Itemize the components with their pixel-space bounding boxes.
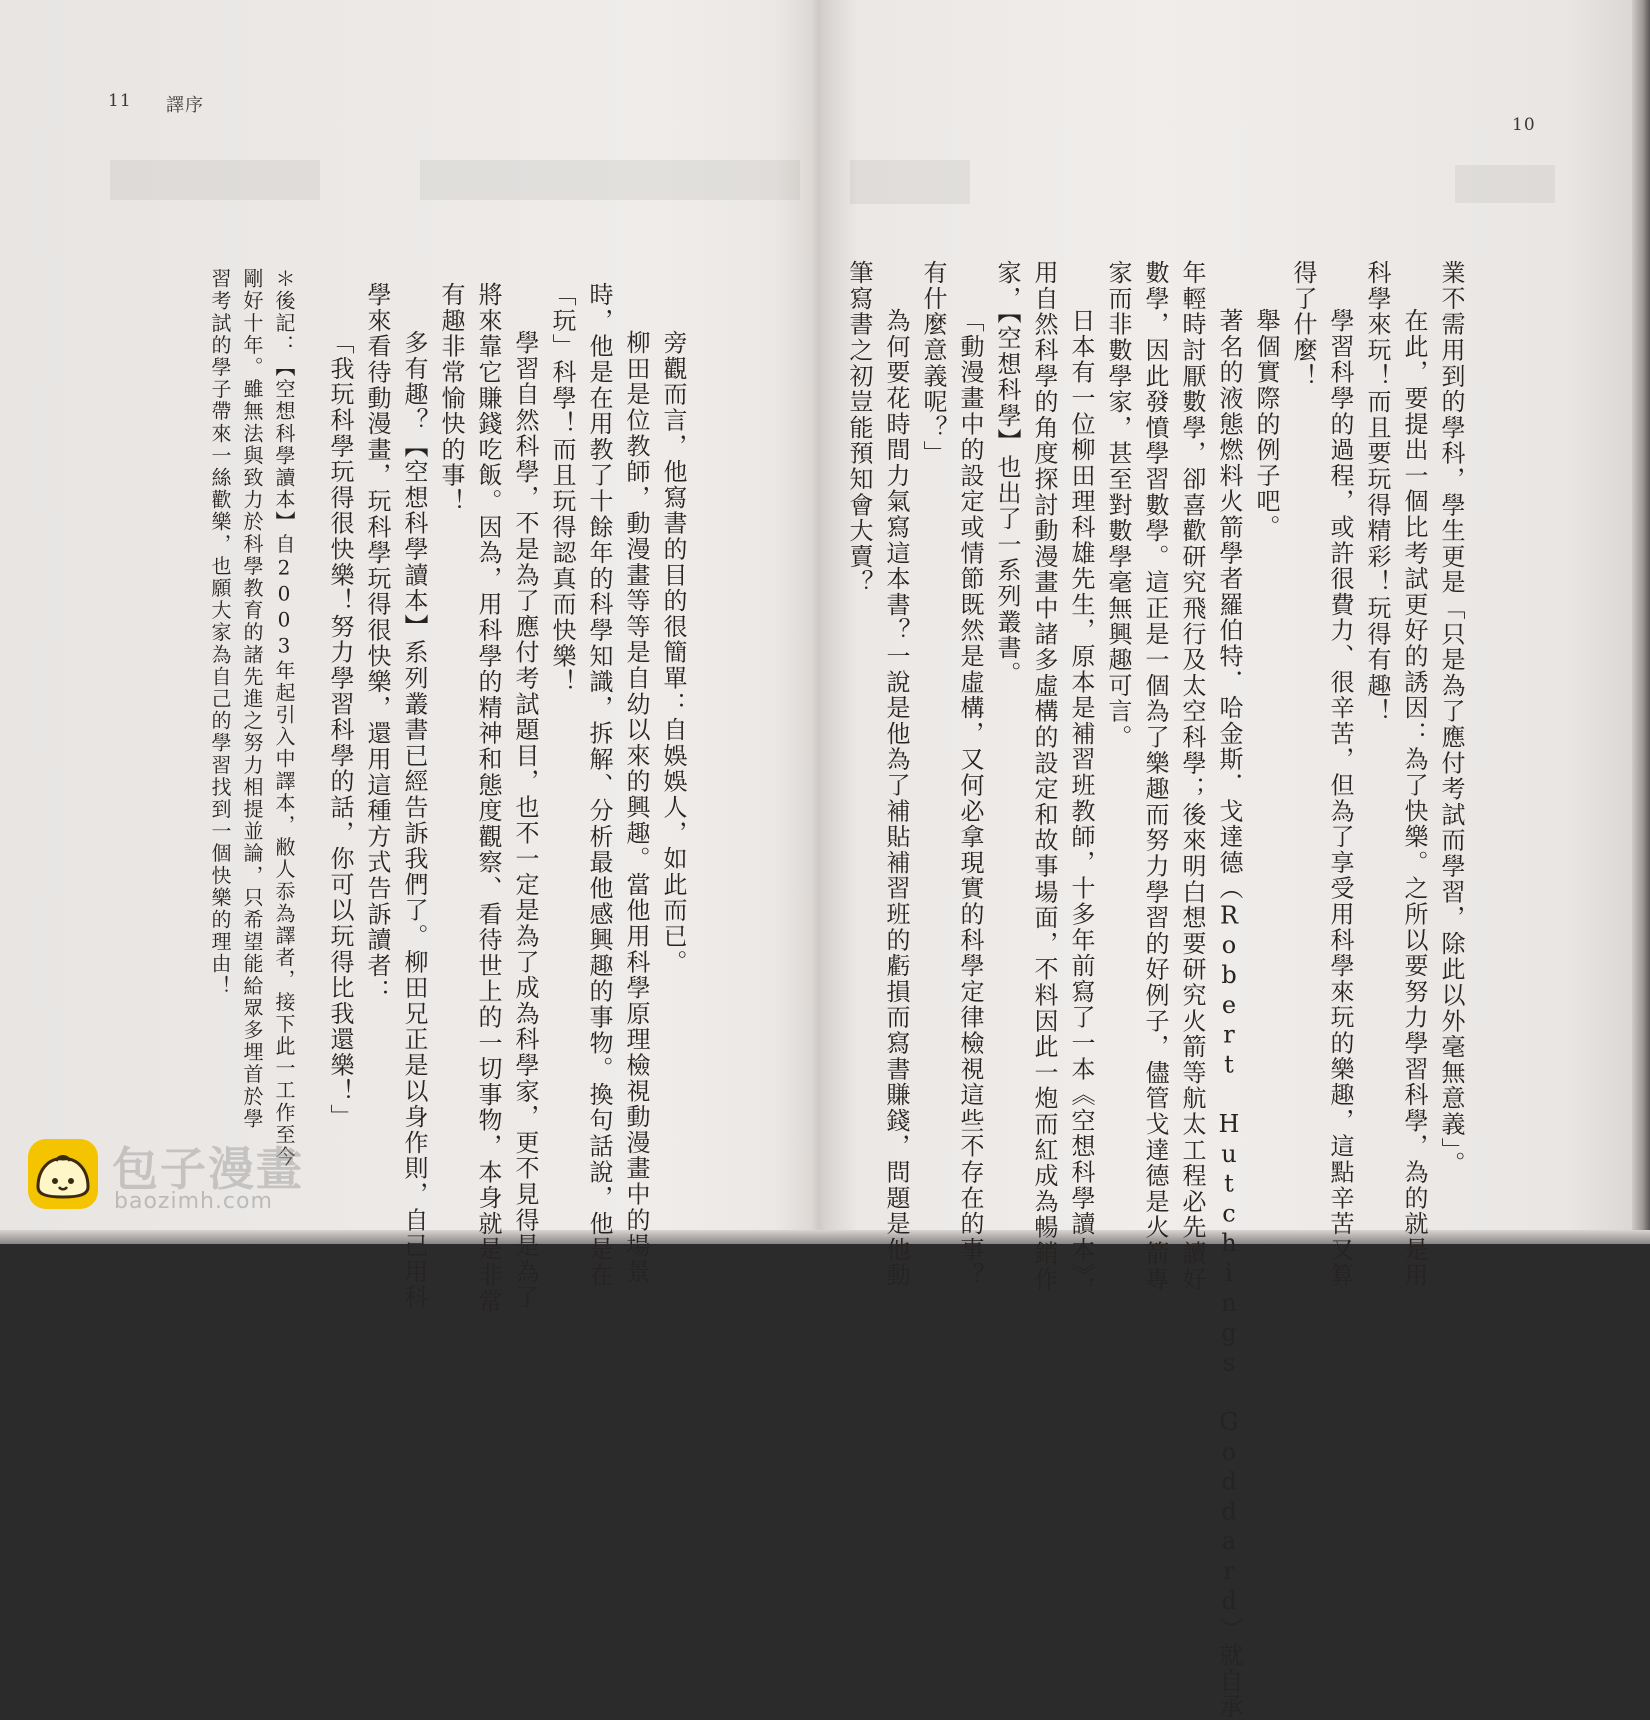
text-column: 「動漫畫中的設定或情節既然是虛構，又何必拿現實的科學定律檢視這些不存在的事？ <box>956 308 984 1289</box>
afterword-column: 剛好十年。雖無法與致力於科學教育的諸先進之努力相提並論，只希望能給眾多埋首於學 <box>240 268 264 1130</box>
text-column: 有什麼意義呢？」 <box>919 260 947 467</box>
text-column: 家而非數學家，甚至對數學毫無興趣可言。 <box>1104 260 1132 751</box>
text-column: 用自然科學的角度探討動漫畫中諸多虛構的設定和故事場面，不料因此一炮而紅成為暢銷作 <box>1030 260 1058 1292</box>
text-column: 業不需用到的學科，學生更是「只是為了應付考試而學習，除此以外毫無意義」。 <box>1437 260 1465 1177</box>
bun-mascot-icon <box>26 1137 100 1211</box>
text-column: 「玩」科學！而且玩得認真而快樂！ <box>548 282 576 695</box>
right-page <box>815 0 1650 1720</box>
text-column: 在此，要提出一個比考試更好的誘因：為了快樂。之所以要努力學習科學，為的就是用 <box>1400 308 1428 1289</box>
text-column: 旁觀而言，他寫書的目的很簡單：自娛娛人，如此而已。 <box>659 330 687 975</box>
text-column: 科學來玩！而且要玩得精彩！玩得有趣！ <box>1363 260 1391 725</box>
text-column: 年輕時討厭數學，卻喜歡研究飛行及太空科學；後來明白想要研究火箭等航太工程必先讀好 <box>1178 260 1206 1292</box>
text-column: 家，【空想科學】也出了一系列叢書。 <box>993 260 1021 687</box>
text-column: 時，他是在用教了十餘年的科學知識，拆解、分析最他感興趣的事物。換句話說，他是在 <box>585 282 613 1289</box>
left-page <box>0 0 815 1314</box>
text-column: 多有趣？【空想科學讀本】系列叢書已經告訴我們了。柳田兄正是以身作則，自己用科 <box>400 330 428 1311</box>
watermark <box>26 1133 316 1219</box>
show-through-smudge <box>1455 165 1555 203</box>
afterword-column: ＊後記：【空想科學讀本】自2003年起引入中譯本，敝人忝為譯者，接下此一工作至今 <box>272 268 296 1168</box>
text-column: 學習自然科學，不是為了應付考試題目，也不一定是為了成為科學家，更不見得是為了 <box>511 330 539 1311</box>
watermark-url: baozimh.com <box>114 1189 273 1214</box>
show-through-smudge <box>420 160 800 200</box>
text-column: 有趣非常愉快的事！ <box>437 282 465 515</box>
text-column: 日本有一位柳田理科雄先生，原本是補習班教師，十多年前寫了一本《空想科學讀本》， <box>1067 308 1095 1303</box>
text-column: 學習科學的過程，或許很費力、很辛苦，但為了享受用科學來玩的樂趣，這點辛苦又算 <box>1326 308 1354 1289</box>
left-chapter-title: 譯序 <box>166 95 204 116</box>
text-column: 舉個實際的例子吧。 <box>1252 308 1280 541</box>
text-column: 著名的液態燃料火箭學者羅伯特．哈金斯．戈達德（Robert Hutchings Goddard）就自承 <box>1215 308 1243 1720</box>
text-column: 柳田是位教師，動漫畫等等是自幼以來的興趣。當他用科學原理檢視動漫畫中的場景 <box>622 330 650 1285</box>
text-column: 「我玩科學玩得很快樂！努力學習科學的話，你可以玩得比我還樂！」 <box>326 330 354 1130</box>
text-column: 學來看待動漫畫，玩科學玩得很快樂，還用這種方式告訴讀者： <box>363 282 391 1005</box>
watermark-site-name: 包子漫畫 <box>112 1142 304 1196</box>
right-page-number: 10 <box>1512 115 1536 135</box>
show-through-smudge <box>850 160 970 204</box>
show-through-smudge <box>110 160 320 200</box>
text-column: 數學，因此發憤學習數學。這正是一個為了樂趣而努力學習的好例子，儘管戈達德是火箭專 <box>1141 260 1169 1292</box>
text-column: 為何要花時間力氣寫這本書？一說是他為了補貼補習班的虧損而寫書賺錢，問題是他動 <box>882 308 910 1289</box>
afterword-column: 習考試的學子帶來一絲歡樂，也願大家為自己的學習找到一個快樂的理由！ <box>208 268 232 998</box>
text-column: 將來靠它賺錢吃飯。因為，用科學的精神和態度觀察、看待世上的一切事物，本身就是非常 <box>474 282 502 1314</box>
left-page-number: 11 <box>108 91 132 111</box>
text-column: 得了什麼！ <box>1289 260 1317 389</box>
text-column: 筆寫書之初豈能預知會大賣？ <box>845 260 873 596</box>
